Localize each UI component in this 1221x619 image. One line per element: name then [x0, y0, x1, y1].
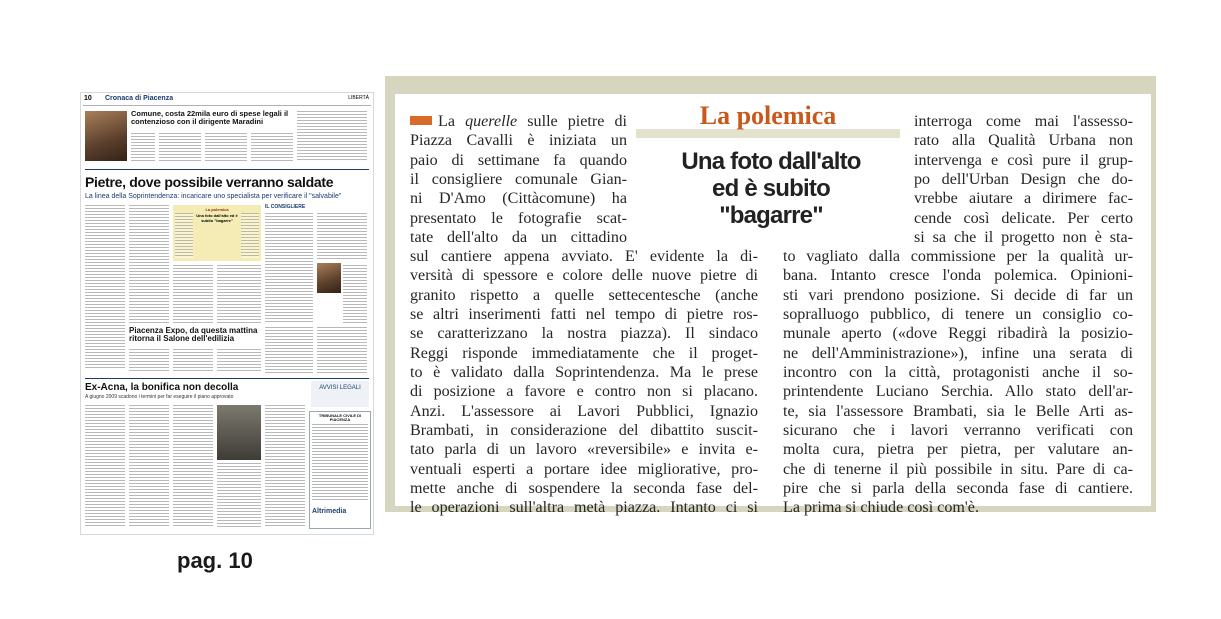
article-line: si sa che il progetto non è sta-: [914, 229, 1133, 247]
thumbnail-text-block: [205, 133, 247, 161]
article-line: tato parla di un lavoro «reversibile» e invita e-: [410, 441, 758, 459]
thumbnail-text-block: [265, 327, 313, 373]
thumbnail-text-block: [241, 213, 259, 258]
thumbnail-text-block: [129, 405, 169, 527]
article-line: vrebbe aiutare a dirimere fac-: [914, 190, 1133, 208]
thumbnail-header: [83, 95, 371, 106]
thumbnail-text-block: [85, 405, 125, 527]
article-line: La prima si chiude così com'è.: [783, 499, 979, 517]
thumbnail-text-block: [129, 349, 169, 373]
kicker-text: La polemica: [699, 101, 837, 130]
thumbnail-photo: [85, 111, 127, 161]
thumbnail-text-block: [297, 111, 367, 161]
article-column-1: [410, 247, 758, 518]
article-line: intervenga e così pure il grup-: [914, 151, 1133, 169]
article-line: rato alla Qualità Urbana non: [914, 132, 1133, 150]
article-line: sti vari prendono posizione. Si decide di far un: [783, 286, 1133, 304]
thumbnail-text-block: [251, 133, 293, 161]
thumbnail-text-block: [173, 405, 213, 527]
article-line: se altri inserimenti fatti nel tempo di pietre ros-: [410, 306, 758, 324]
article-column-1-top: [410, 112, 627, 247]
thumbnail-text-block: [131, 133, 155, 161]
thumbnail-masthead: LIBERTÀ: [348, 95, 369, 101]
article-line: sul cantiere appena avviato. E' evidente la di-: [410, 248, 758, 265]
article-line: incontro con la città, protagonisti anche il so-: [783, 364, 1133, 382]
thumbnail-interview-tag: IL CONSIGLIERE: [265, 204, 306, 210]
article-line: ventuali esperti a portare idee migliorative, pro-: [410, 460, 758, 478]
thumbnail-portrait: [317, 263, 341, 293]
thumbnail-photo: [217, 405, 261, 460]
article-line: paio di settimane fa quando: [410, 151, 627, 169]
thumbnail-page-number: 10: [84, 95, 92, 102]
thumbnail-text-block: [173, 265, 213, 323]
thumbnail-section-title: Cronaca di Piacenza: [105, 95, 174, 102]
thumbnail-text-block: [159, 133, 201, 161]
paragraph-marker: [410, 116, 432, 125]
article-line: versità di spessore e colore delle nuove pietre di: [410, 267, 758, 285]
article-line: bana. Intanto cresce l'onda polemica. Opinioni-: [783, 267, 1133, 285]
article-line: pire che si parla della seconda fase di cantiere.: [783, 480, 1133, 498]
thumbnail-text-block: [217, 463, 261, 527]
thumbnail-main-subhead: La linea della Soprintendenza: incaricare uno specialista per verificare il "salvabile": [85, 193, 342, 200]
article-line: ne dell'Amministrazione»), infine una serata di: [783, 344, 1133, 362]
thumbnail-text-block: [129, 205, 169, 323]
thumbnail-story2-title: Piacenza Expo, da questa mattina ritorna il Salone dell'edilizia: [129, 326, 258, 344]
article-line: Piazza Cavalli è iniziata un: [410, 132, 627, 150]
article-line: che di tenerne il più possibile in situ. Pare di ca-: [783, 460, 1133, 478]
article-kicker: [636, 100, 900, 140]
headline-line: "bagarre": [719, 202, 823, 229]
article-line: munale aperto («dove Reggi ribadirà la posizio-: [783, 325, 1133, 343]
headline-line: Una foto dall'alto: [681, 148, 861, 175]
article-line: sopralluogo pubblico, di tenere un consiglio co-: [783, 306, 1133, 324]
article-line: tate dell'alto da un cittadino: [410, 229, 627, 247]
thumbnail-sidebar-title: Una foto dall'alto ed è subito "bagarre": [196, 213, 238, 223]
article-line: printendente Luciano Serchia. Allo stato dell'ar-: [783, 383, 1133, 401]
thumbnail-text-block: [85, 205, 125, 370]
thumbnail-text-block: [312, 424, 368, 502]
article-line: cende così delicate. Per certo: [914, 209, 1133, 227]
thumbnail-text-block: [265, 405, 305, 527]
article-line: Brambati, in considerazione del dibattito suscit-: [410, 422, 758, 440]
thumbnail-sidebar-kicker: La polemica: [205, 207, 229, 212]
thumbnail-story3-sub: A giugno 2009 scadono i termini per far eseguire il piano approvato: [85, 394, 234, 400]
article-line: Anzi. L'assessore ai Lavori Pubblici, Ignazio: [410, 402, 758, 420]
thumbnail-legal-ads-box: [309, 411, 371, 529]
thumbnail-highlight-box: [173, 205, 261, 261]
article-line: interroga come mai l'assesso-: [914, 113, 1133, 130]
article-line: ni D'Amo (Cittàcomune) ha: [410, 190, 627, 208]
thumbnail-story1-title: Comune, costa 22mila euro di spese legali il contenzioso con il dirigente Maradini: [131, 109, 289, 126]
thumbnail-altrimedia-logo: Altrimedia: [312, 508, 347, 515]
headline-line: ed è subito: [712, 175, 830, 202]
article-column-2-top: [914, 112, 1133, 247]
thumbnail-text-block: [343, 265, 367, 323]
article-line: le operazioni sull'altra metà piazza. Intanto ci si: [410, 499, 758, 517]
article-line: [410, 112, 627, 131]
article-line: sicurano che i lavori verranno verificati con: [783, 422, 1133, 440]
article-line: il consigliere comunale Gian-: [410, 171, 627, 189]
article-column-2: [783, 247, 1133, 518]
article-line: mette anche di sospendere la seconda fase del-: [410, 480, 758, 498]
thumbnail-text-block: [217, 349, 261, 373]
thumbnail-divider: [85, 378, 369, 379]
article-line: Reggi risponde immediatamente che il proget-: [410, 344, 758, 362]
article-line: to vagliato dalla commissione per la qualità ur-: [783, 248, 1133, 265]
article-line: te, sia l'assessore Brambati, sia le Belle Arti as-: [783, 402, 1133, 420]
article-line: po dell'Urban Design che do-: [914, 171, 1133, 189]
thumbnail-text-block: [265, 213, 313, 323]
article-line: molta cura, pietra per pietra, per valutare an-: [783, 441, 1133, 459]
article-line: se caratterizzano la nostra piazza). Il sindaco: [410, 325, 758, 343]
thumbnail-text-block: [317, 213, 367, 259]
article-line: to è validato dalla Soprintendenza. Ma le prese: [410, 364, 758, 382]
thumbnail-text-block: [175, 213, 193, 258]
article-line-text: La querelle sulle pietre di: [438, 113, 627, 130]
article-line: presentato le fotografie scat-: [410, 209, 627, 227]
thumbnail-text-block: [317, 327, 367, 373]
thumbnail-text-block: [173, 349, 213, 373]
article-line: granito rispetto a quelle settecentesche (anche: [410, 286, 758, 304]
newspaper-page-thumbnail: [80, 92, 374, 535]
thumbnail-text-block: [217, 265, 261, 323]
thumbnail-story3-title: Ex-Acna, la bonifica non decolla: [85, 382, 239, 393]
article-line: di posizione a favore e contro non si placano.: [410, 383, 758, 401]
thumbnail-legal-ads-badge: AVVISI LEGALI: [311, 381, 369, 407]
thumbnail-tribunale-title: TRIBUNALE CIVILE DI PIACENZA: [318, 413, 362, 423]
article-headline: [636, 148, 906, 229]
thumbnail-main-headline: Pietre, dove possibile verranno saldate: [85, 174, 334, 190]
thumbnail-divider: [85, 169, 369, 170]
page-label: pag. 10: [177, 548, 253, 573]
